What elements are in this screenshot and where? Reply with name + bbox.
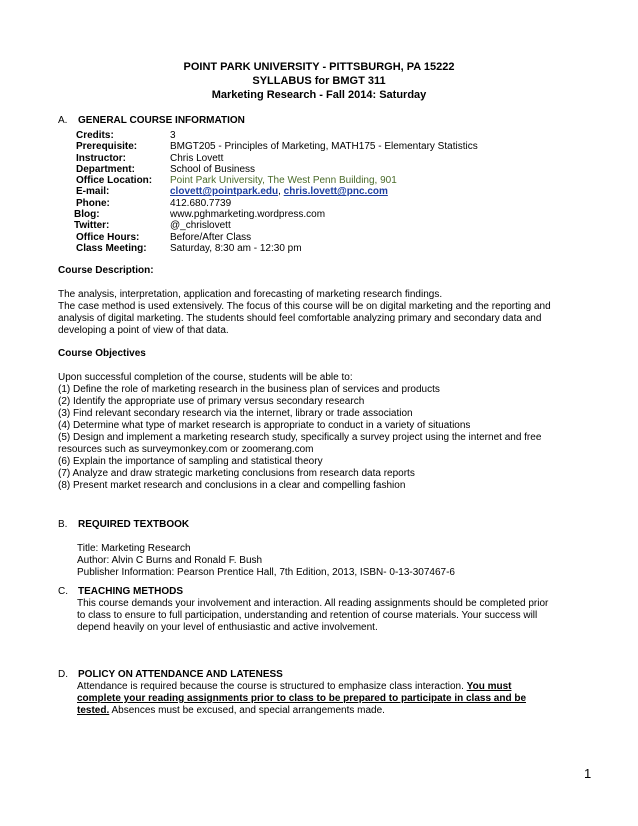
objective-item: (6) Explain the importance of sampling and statistical theory (58, 456, 323, 467)
info-label: Credits: (76, 130, 114, 141)
info-row-credits (76, 130, 478, 141)
attendance-emphasis: You must (466, 681, 512, 692)
course-description (58, 265, 578, 337)
teaching-methods-line: to class to ensure to full participation, understanding and retention of course materials. Your success will (77, 610, 538, 621)
course-info-table (76, 130, 478, 254)
info-value: www.pghmarketing.wordpress.com (170, 209, 326, 221)
info-value: 3 (170, 130, 176, 141)
header-syllabus: SYLLABUS for BMGT 311 (252, 75, 386, 87)
info-value: Point Park University, The West Penn Building, 901 (170, 175, 397, 187)
textbook-publisher: Publisher Information: Pearson Prentice Hall, 7th Edition, 2013, ISBN- 0-13-307467-6 (77, 567, 455, 578)
info-value: Before/After Class (170, 231, 252, 243)
info-row-instructor (76, 153, 478, 164)
textbook-info (77, 543, 577, 579)
header-course-title: Marketing Research - Fall 2014: Saturday (211, 89, 427, 101)
info-label: Prerequisite: (76, 141, 138, 153)
objective-item: (5) Design and implement a marketing research study, specifically a survey project using the internet and free (58, 432, 542, 443)
info-row-phone (76, 198, 478, 209)
objective-item: (4) Determine what type of market research is appropriate to conduct in a variety of situations (58, 420, 471, 431)
info-label: E-mail: (76, 186, 110, 198)
info-label: Twitter: (74, 220, 110, 232)
course-objectives (58, 348, 578, 492)
course-objectives-heading: Course Objectives (58, 348, 146, 359)
info-row-class-meeting (76, 243, 478, 254)
objective-item: (1) Define the role of marketing research in the business plan of services and products (58, 384, 440, 395)
course-description-heading: Course Description: (58, 265, 154, 276)
info-value: 412.680.7739 (170, 197, 232, 209)
section-d-letter: D. (58, 669, 68, 680)
attendance-policy-text (77, 681, 577, 717)
info-value: BMGT205 - Principles of Marketing, MATH175 - Elementary Statistics (170, 141, 478, 153)
section-c-letter: C. (58, 586, 68, 597)
info-label: Instructor: (76, 152, 126, 164)
attendance-emphasis: tested. (77, 705, 110, 716)
section-c-heading (58, 586, 183, 598)
info-label: Blog: (74, 209, 100, 221)
attendance-text: Attendance is required because the course is structured to emphasize class interaction. (77, 681, 467, 692)
section-a-title: GENERAL COURSE INFORMATION (78, 115, 245, 126)
section-c-title: TEACHING METHODS (78, 586, 183, 597)
info-row-department (76, 164, 478, 175)
attendance-text: Absences must be excused, and special arrangements made. (109, 705, 385, 716)
page-number: 1 (584, 766, 592, 781)
course-objectives-intro: Upon successful completion of the course, students will be able to: (58, 372, 353, 383)
section-d-title: POLICY ON ATTENDANCE AND LATENESS (78, 669, 283, 680)
info-label: Office Hours: (76, 231, 140, 243)
info-row-twitter (76, 220, 478, 231)
email-link-pnc[interactable]: chris.lovett@pnc.com (283, 186, 388, 198)
section-b-letter: B. (58, 519, 68, 530)
course-description-text: The case method is used extensively. The focus of this course will be on digital marketing and the reporting and (58, 301, 551, 312)
info-value: School of Business (170, 163, 256, 175)
textbook-author: Author: Alvin C Burns and Ronald F. Bush (77, 555, 263, 566)
info-label: Class Meeting: (76, 242, 147, 254)
objective-item: (8) Present market research and conclusions in a clear and compelling fashion (58, 480, 406, 491)
attendance-line (77, 681, 577, 693)
info-value: @_chrislovett (170, 220, 231, 232)
email-link-pointpark[interactable]: clovett@pointpark.edu (170, 186, 279, 198)
objective-item: resources such as surveymonkey.com or zoomerang.com (58, 444, 314, 455)
course-description-text: developing a point of view of that data. (58, 325, 229, 336)
section-b-title: REQUIRED TEXTBOOK (78, 519, 190, 530)
syllabus-header (0, 60, 638, 102)
info-row-office-hours (76, 232, 478, 243)
section-a-letter: A. (58, 115, 68, 126)
email-separator: , (278, 186, 284, 198)
info-label: Department: (76, 163, 135, 175)
section-a-heading (58, 115, 245, 127)
info-row-office-location (76, 175, 478, 186)
info-label: Office Location: (76, 175, 153, 187)
header-university: POINT PARK UNIVERSITY - PITTSBURGH, PA 15222 (183, 61, 455, 73)
objective-item: (3) Find relevant secondary research via the internet, library or trade association (58, 408, 413, 419)
attendance-emphasis: complete your reading assignments prior to class to be prepared to participate in class and be (77, 693, 527, 704)
info-value: Chris Lovett (170, 152, 224, 164)
teaching-methods-text (77, 598, 577, 634)
attendance-line (77, 705, 577, 717)
section-d-heading (58, 669, 283, 681)
textbook-title: Title: Marketing Research (77, 543, 191, 554)
info-label: Phone: (76, 197, 110, 209)
course-description-text: analysis of digital marketing. The students should feel comfortable analyzing primary and secondary data and (58, 313, 542, 324)
info-row-blog (76, 209, 478, 220)
info-row-email (76, 186, 478, 197)
teaching-methods-line: This course demands your involvement and interaction. All reading assignments should be completed prior (77, 598, 549, 609)
objective-item: (2) Identify the appropriate use of primary versus secondary research (58, 396, 365, 407)
objective-item: (7) Analyze and draw strategic marketing conclusions from research data reports (58, 468, 415, 479)
email-values (170, 186, 388, 197)
course-description-text: The analysis, interpretation, application and forecasting of marketing research findings. (58, 289, 443, 300)
info-row-prerequisite (76, 141, 478, 152)
info-value: Saturday, 8:30 am - 12:30 pm (170, 242, 302, 254)
section-b-heading (58, 519, 189, 531)
teaching-methods-line: depend heavily on your level of enthusiastic and active involvement. (77, 622, 378, 633)
